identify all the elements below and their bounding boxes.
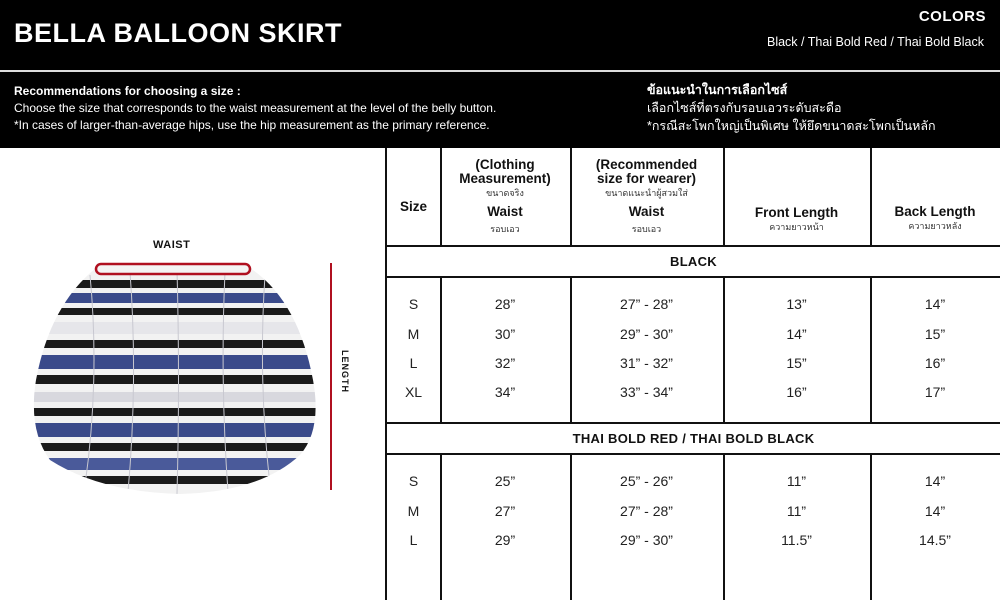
colors-value: Black / Thai Bold Red / Thai Bold Black: [766, 35, 984, 49]
skirt-figure: [0, 150, 385, 600]
row-divider: [387, 422, 1000, 424]
cell-front-length: 14”: [786, 326, 807, 342]
size-chart-table: [387, 148, 1000, 600]
cell-recommended-waist: 31” - 32”: [620, 355, 673, 371]
cell-front-length: 16”: [786, 384, 807, 400]
column-divider: [440, 148, 442, 245]
cell-clothing-waist: 30”: [494, 326, 516, 342]
cell-back-length: 14.5”: [919, 532, 951, 548]
recommendation-line: *In cases of larger-than-average hips, use the hip measurement as the primary reference.: [14, 118, 490, 132]
row-divider: [387, 453, 1000, 455]
cell-size: S: [408, 296, 419, 312]
row-divider: [387, 245, 1000, 247]
colors-label: COLORS: [918, 8, 986, 25]
recommendation-line: Choose the size that corresponds to the waist measurement at the level of the belly button.: [14, 101, 497, 115]
cell-back-length: 14”: [924, 503, 946, 519]
header-size: Size: [399, 199, 427, 214]
cell-front-length: 15”: [786, 355, 807, 371]
recommendation-line-thai: เลือกไซส์ที่ตรงกับรอบเอวระดับสะดือ: [647, 101, 842, 115]
recommendations-heading: Recommendations for choosing a size :: [14, 84, 241, 98]
length-label: LENGTH: [340, 350, 350, 393]
column-divider: [723, 148, 725, 245]
cell-back-length: 14”: [924, 473, 946, 489]
cell-back-length: 16”: [924, 355, 946, 371]
cell-front-length: 11”: [786, 473, 807, 489]
cell-size: L: [409, 532, 418, 548]
cell-size: XL: [404, 384, 423, 400]
cell-recommended-waist: 27” - 28”: [620, 503, 673, 519]
cell-front-length: 13”: [786, 296, 807, 312]
header-bar: [0, 0, 1000, 70]
waist-label: WAIST: [153, 239, 191, 251]
recommendation-line-thai: *กรณีสะโพกใหญ่เป็นพิเศษ ให้ยึดขนาดสะโพกเป็นหลัก: [647, 119, 936, 133]
cell-clothing-waist: 28”: [494, 296, 516, 312]
column-divider: [570, 148, 572, 245]
recommendations-thai: [647, 81, 936, 135]
cell-back-length: 17”: [924, 384, 946, 400]
cell-recommended-waist: 25” - 26”: [620, 473, 673, 489]
cell-clothing-waist: 25”: [494, 473, 516, 489]
skirt-illustration: [30, 260, 325, 495]
length-indicator-line: [330, 263, 332, 490]
recommendations-english: [14, 83, 496, 134]
header-back-length: Back Length ความยาวหลัง: [894, 204, 976, 231]
cell-recommended-waist: 33” - 34”: [620, 384, 673, 400]
cell-front-length: 11”: [786, 503, 807, 519]
cell-recommended-waist: 29” - 30”: [620, 326, 673, 342]
cell-clothing-waist: 34”: [494, 384, 516, 400]
recommendations-panel: [0, 72, 1000, 148]
cell-clothing-waist: 29”: [494, 532, 516, 548]
cell-recommended-waist: 27” - 28”: [620, 296, 673, 312]
column-divider: [870, 148, 872, 245]
header-clothing-measurement: (Clothing Measurement) ขนาดจริง Waist รอบเอว: [459, 157, 551, 234]
page-title: BELLA BALLOON SKIRT: [14, 18, 342, 48]
recommendations-heading-thai: ข้อแนะนำในการเลือกไซส์: [647, 83, 788, 97]
cell-recommended-waist: 29” - 30”: [620, 532, 673, 548]
row-divider: [387, 276, 1000, 278]
cell-back-length: 15”: [924, 326, 946, 342]
cell-size: S: [408, 473, 419, 489]
cell-clothing-waist: 27”: [494, 503, 516, 519]
header-front-length: Front Length ความยาวหน้า: [754, 205, 839, 232]
section-title-black: BLACK: [670, 254, 717, 269]
section-title-thai-bold: THAI BOLD RED / THAI BOLD BLACK: [572, 431, 815, 446]
cell-size: M: [407, 326, 420, 342]
cell-back-length: 14”: [924, 296, 946, 312]
cell-front-length: 11.5”: [781, 532, 812, 548]
cell-size: L: [409, 355, 418, 371]
cell-size: M: [407, 503, 420, 519]
header-recommended-size: (Recommended size for wearer) ขนาดแนะนำผู้สวมใส่ Waist รอบเอว: [595, 157, 698, 234]
cell-clothing-waist: 32”: [494, 355, 516, 371]
